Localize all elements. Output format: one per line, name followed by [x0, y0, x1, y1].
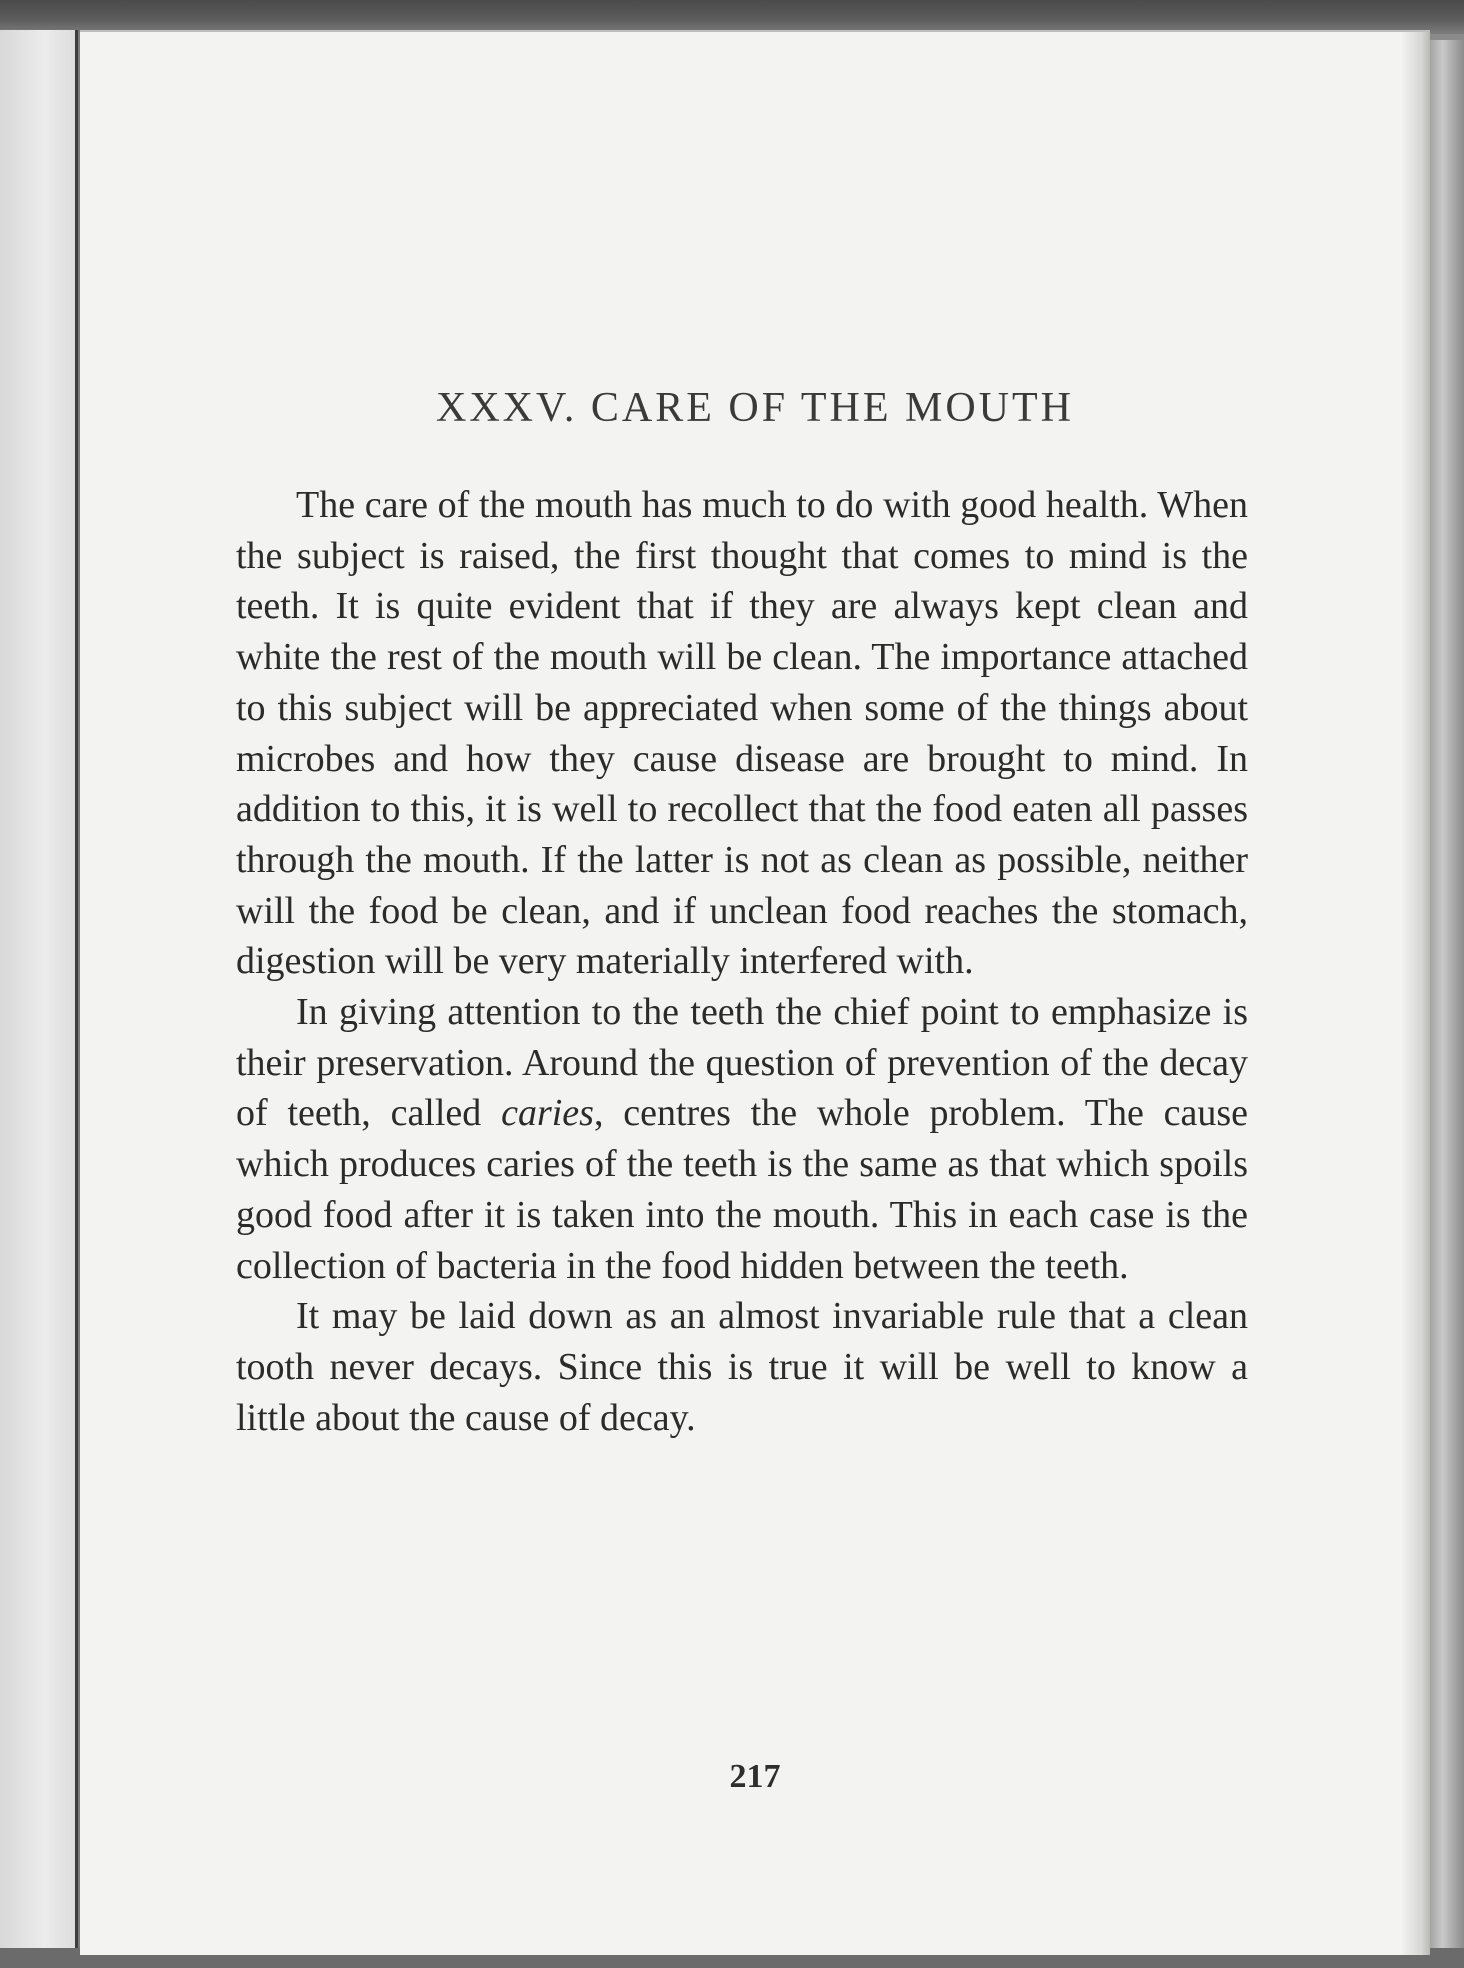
paragraph-3 — [236, 1291, 1248, 1443]
paragraph-2 — [236, 987, 1248, 1291]
book-top-edge — [0, 0, 1464, 34]
left-page-edge — [0, 30, 78, 1968]
page-number: 217 — [729, 1758, 781, 1795]
paragraph-2-text-end: , centres the whole problem. The cause which produces caries of the teeth is the same as that which spoils good food after it is taken into the mouth. This in each case is the collection of bacteria in the food hidden between the teeth. — [236, 1092, 1249, 1287]
paragraph-1 — [236, 480, 1248, 987]
chapter-body — [236, 480, 1248, 1443]
paragraph-2-text-start: In giving attention to the teeth the chief point to emphasize is their preservation. Around the question of prevention of the decay of teeth, called — [236, 991, 1248, 1135]
book-right-edge — [1428, 40, 1464, 1960]
chapter-title: XXXV. CARE OF THE MOUTH — [436, 385, 1074, 431]
paragraph-3-text: It may be laid down as an almost invariable rule that a clean tooth never decays. Since this is true it will be well to know a little about the cause of decay. — [236, 1295, 1248, 1439]
paragraph-1-text: The care of the mouth has much to do with good health. When the subject is raised, the first thought that comes to mind is the teeth. It is quite evident that if they are always kept clean and white the rest of the mouth will be clean. The importance attached to this subject will be appreciated when some of the things about microbes and how they cause disease are brought to mind. In addition to this, it is well to recollect that the food eaten all passes through the mouth. If the latter is not as clean as possible, neither will the food be clean, and if unclean food reaches the stomach, digestion will be very materially interfered with. — [236, 484, 1248, 983]
book-page — [80, 30, 1430, 1955]
paragraph-2-italic-term: caries — [501, 1092, 594, 1135]
